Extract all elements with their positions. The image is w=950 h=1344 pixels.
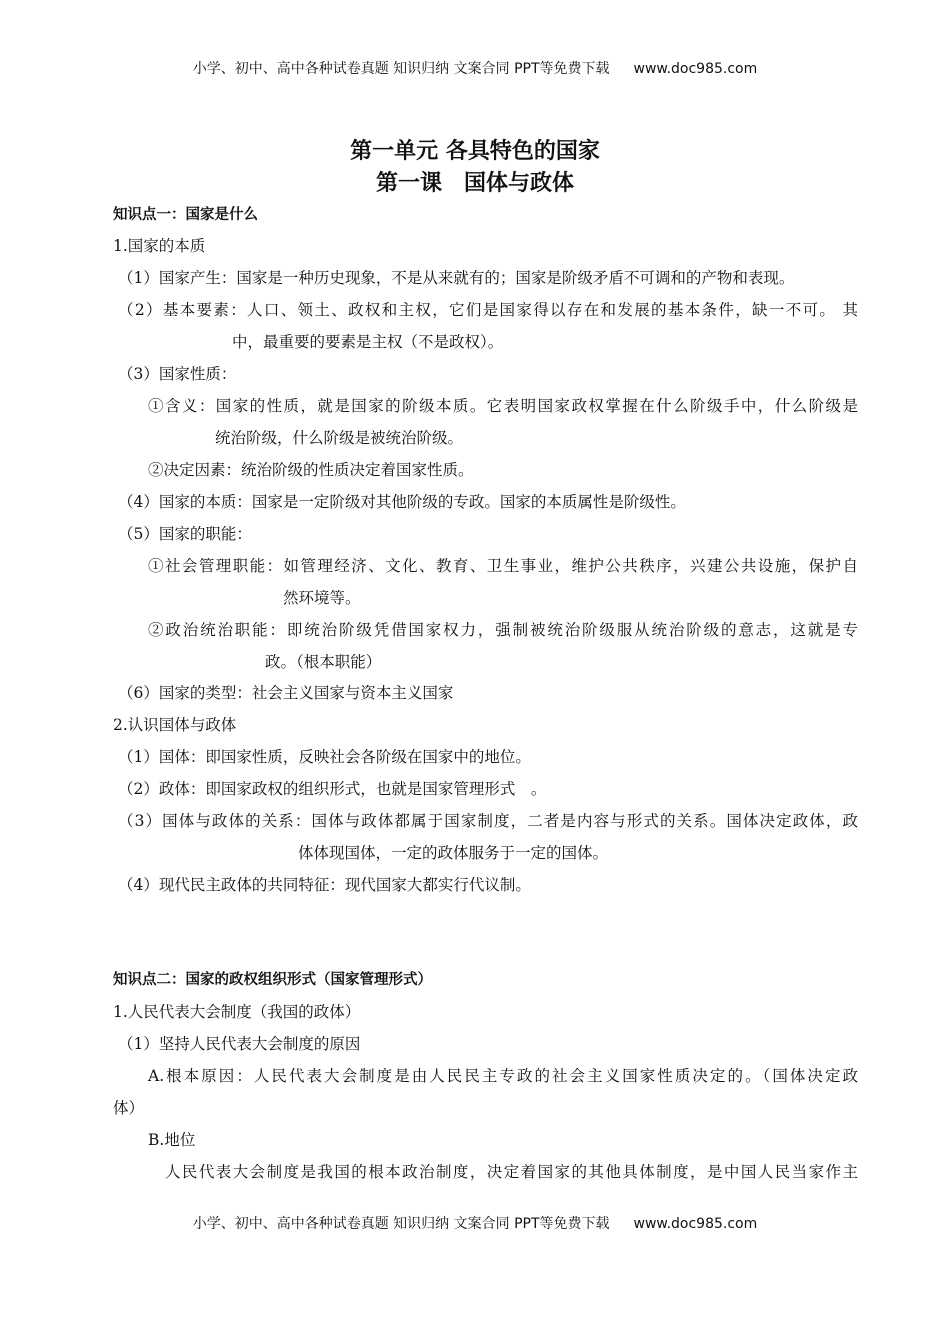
text-line: 体） <box>113 1099 145 1117</box>
page-header <box>0 58 950 78</box>
text-line: （1）坚持人民代表大会制度的原因 <box>118 1035 361 1053</box>
text-line: （1）国体：即国家性质，反映社会各阶级在国家中的地位。 <box>118 748 531 766</box>
text-line: （2）政体：即国家政权的组织形式，也就是国家管理形式 。 <box>118 780 547 798</box>
unit-title: 第一单元 各具特色的国家 <box>350 139 600 164</box>
header-text: 小学、初中、高中各种试卷真题 知识归纳 文案合同 PPT等免费下载 <box>192 61 610 77</box>
text-line: ①含义：国家的性质，就是国家的阶级本质。它表明国家政权掌握在什么阶级手中，什么阶级是 <box>148 397 858 415</box>
text-line: 1.国家的本质 <box>113 237 206 255</box>
text-line: 1.人民代表大会制度（我国的政体） <box>113 1003 361 1021</box>
section-heading: 知识点二：国家的政权组织形式（国家管理形式） <box>113 972 432 988</box>
text-line: （2）基本要素：人口、领土、政权和主权，它们是国家得以存在和发展的基本条件，缺一不可。 其 <box>118 301 858 319</box>
page-footer <box>0 1213 950 1233</box>
header-url[interactable]: www.doc985.com <box>633 61 758 77</box>
text-line: （4）国家的本质：国家是一定阶级对其他阶级的专政。国家的本质属性是阶级性。 <box>118 493 686 511</box>
text-line: B.地位 <box>148 1131 196 1149</box>
text-line: （3）国体与政体的关系：国体与政体都属于国家制度，二者是内容与形式的关系。国体决定政体，政 <box>118 812 858 830</box>
text-line: ①社会管理职能：如管理经济、文化、教育、卫生事业，维护公共秩序，兴建公共设施，保护自 <box>148 557 858 575</box>
text-line: 2.认识国体与政体 <box>113 716 237 734</box>
section-heading: 知识点一：国家是什么 <box>113 207 258 223</box>
text-line: （5）国家的职能： <box>118 525 252 543</box>
text-line: A.根本原因：人民代表大会制度是由人民民主专政的社会主义国家性质决定的。（国体决定政 <box>148 1067 858 1085</box>
text-line: 统治阶级，什么阶级是被统治阶级。 <box>215 429 464 447</box>
text-line: 政。（根本职能） <box>265 653 382 671</box>
text-line: （1）国家产生：国家是一种历史现象，不是从来就有的；国家是阶级矛盾不可调和的产物和表现。 <box>118 269 795 287</box>
text-line: ②决定因素：统治阶级的性质决定着国家性质。 <box>148 461 474 479</box>
footer-url[interactable]: www.doc985.com <box>633 1216 758 1232</box>
text-line: 然环境等。 <box>283 589 361 607</box>
text-line: 体体现国体，一定的政体服务于一定的国体。 <box>298 844 609 862</box>
footer-text: 小学、初中、高中各种试卷真题 知识归纳 文案合同 PPT等免费下载 <box>192 1216 610 1232</box>
text-line: 中，最重要的要素是主权（不是政权）。 <box>232 333 504 351</box>
text-line: 人民代表大会制度是我国的根本政治制度，决定着国家的其他具体制度，是中国人民当家作主 <box>165 1163 858 1181</box>
text-line: （3）国家性质： <box>118 365 237 383</box>
lesson-title: 第一课 国体与政体 <box>375 171 574 196</box>
text-line: （6）国家的类型：社会主义国家与资本主义国家 <box>118 684 454 702</box>
text-line: ②政治统治职能：即统治阶级凭借国家权力，强制被统治阶级服从统治阶级的意志，这就是专 <box>148 621 858 639</box>
text-line: （4）现代民主政体的共同特征：现代国家大都实行代议制。 <box>118 876 531 894</box>
